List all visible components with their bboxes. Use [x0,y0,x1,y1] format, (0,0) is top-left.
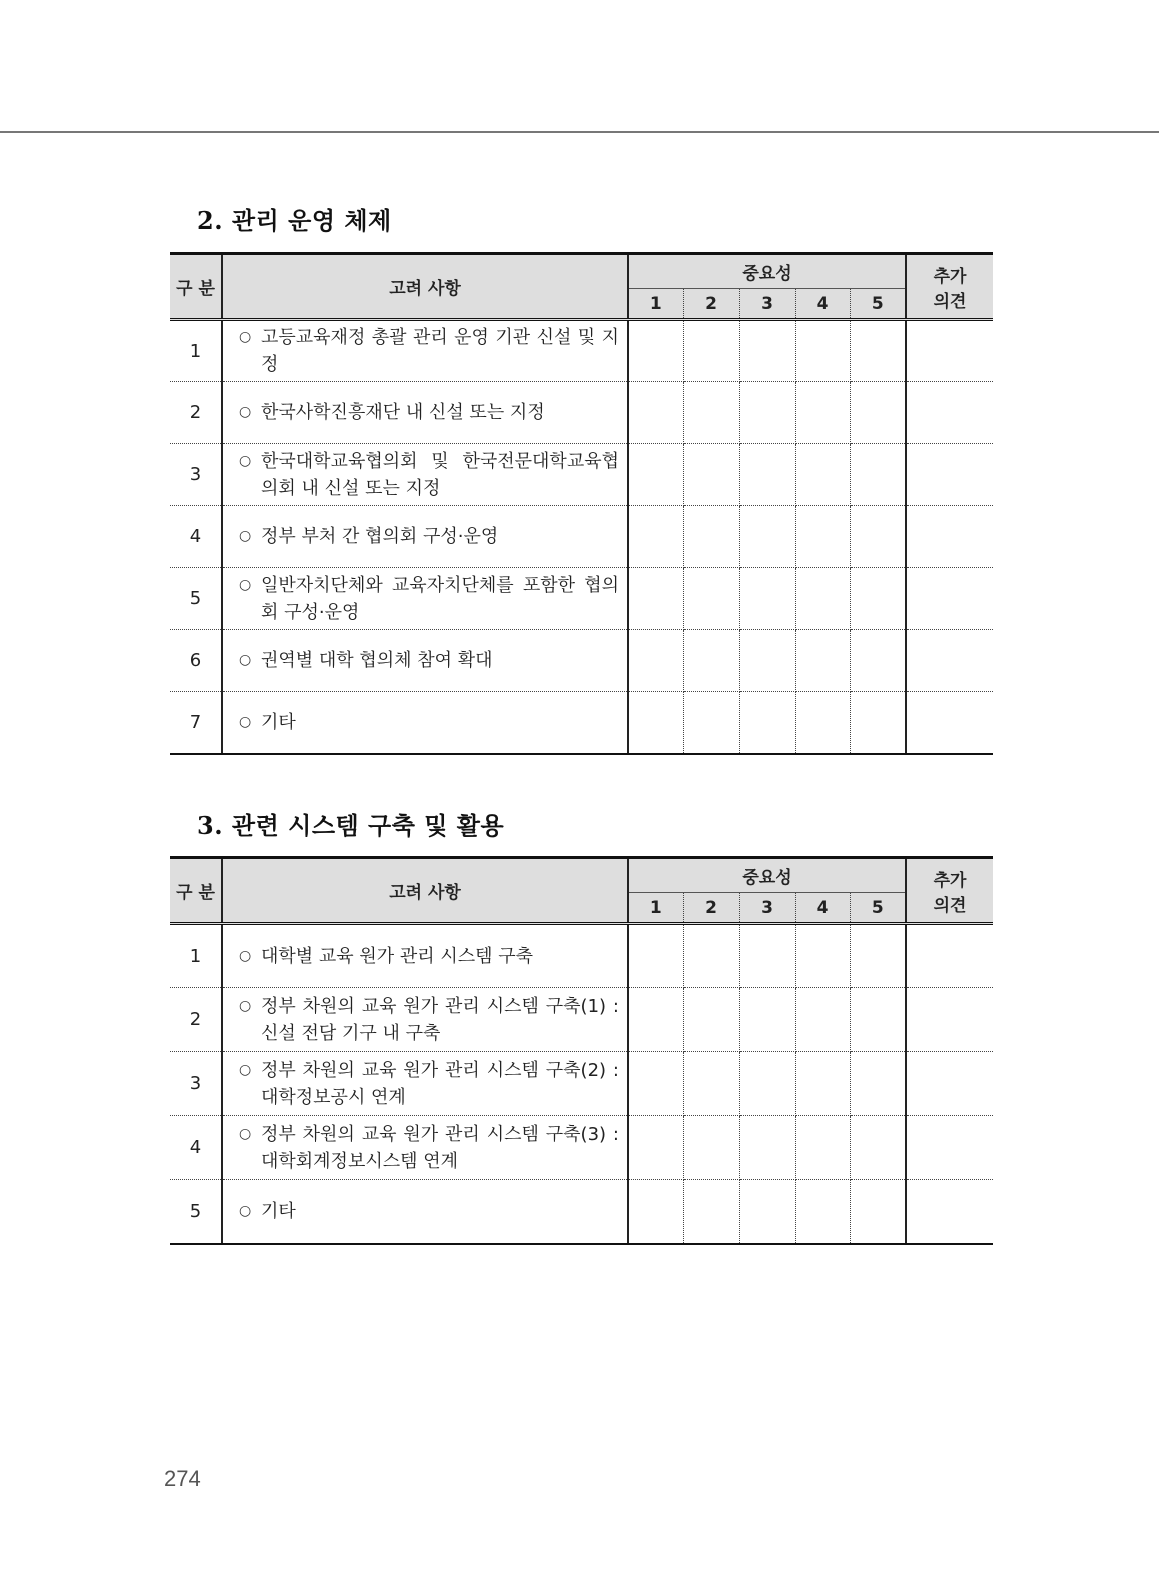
score-cell-5[interactable] [850,320,906,382]
header-score-4: 4 [795,893,850,924]
score-cell-5[interactable] [850,568,906,630]
header-gubun: 구 분 [170,254,222,320]
score-cell-4[interactable] [795,444,850,506]
table-row [170,320,993,382]
score-cell-4[interactable] [795,568,850,630]
consideration-text: 권역별 대학 협의체 참여 확대 [261,650,493,671]
bullet-icon: ○ [239,997,252,1014]
header-importance: 중요성 [628,858,906,893]
header-extra-line2: 의견 [933,291,967,312]
row-number: 1 [170,924,222,988]
score-cell-2[interactable] [683,924,739,988]
score-cell-4[interactable] [795,320,850,382]
bullet-icon: ○ [239,1061,252,1078]
score-cell-3[interactable] [739,1116,795,1180]
extra-opinion-cell[interactable] [906,568,993,630]
score-cell-2[interactable] [683,988,739,1052]
header-gubun: 구 분 [170,858,222,924]
score-cell-5[interactable] [850,1116,906,1180]
score-cell-1[interactable] [628,568,683,630]
score-cell-3[interactable] [739,568,795,630]
row-consideration [222,320,628,382]
row-consideration [222,568,628,630]
extra-opinion-cell[interactable] [906,1180,993,1244]
score-cell-2[interactable] [683,1180,739,1244]
survey-table-management [170,252,993,755]
score-cell-3[interactable] [739,382,795,444]
score-cell-1[interactable] [628,506,683,568]
consideration-text: 정부 부처 간 협의회 구성·운영 [261,526,499,547]
header-score-1: 1 [628,289,683,320]
row-consideration [222,924,628,988]
consideration-text: 기타 [261,1200,296,1222]
score-cell-1[interactable] [628,382,683,444]
score-cell-3[interactable] [739,444,795,506]
row-number: 5 [170,568,222,630]
header-score-5: 5 [850,289,906,320]
row-number: 4 [170,1116,222,1180]
header-extra-opinion [906,858,993,924]
extra-opinion-cell[interactable] [906,1052,993,1116]
bullet-icon: ○ [239,404,252,420]
score-cell-1[interactable] [628,692,683,754]
table-row [170,382,993,444]
score-cell-2[interactable] [683,1052,739,1116]
row-consideration [222,444,628,506]
table-row [170,630,993,692]
score-cell-5[interactable] [850,1052,906,1116]
bullet-icon: ○ [239,1125,252,1142]
row-consideration [222,1180,628,1244]
header-consideration: 고려 사항 [222,858,628,924]
row-number: 3 [170,1052,222,1116]
header-score-4: 4 [795,289,850,320]
header-extra-line2: 의견 [933,895,967,916]
table-row [170,1052,993,1116]
row-number: 5 [170,1180,222,1244]
table-row [170,1116,993,1180]
score-cell-2[interactable] [683,692,739,754]
row-number: 4 [170,506,222,568]
score-cell-3[interactable] [739,630,795,692]
header-consideration: 고려 사항 [222,254,628,320]
table-row [170,924,993,988]
row-number: 7 [170,692,222,754]
consideration-text: 대학별 교육 원가 관리 시스템 구축 [261,945,534,967]
score-cell-5[interactable] [850,382,906,444]
score-cell-3[interactable] [739,692,795,754]
score-cell-1[interactable] [628,630,683,692]
page-number: 274 [164,1466,201,1491]
score-cell-5[interactable] [850,988,906,1052]
score-cell-2[interactable] [683,1116,739,1180]
score-cell-5[interactable] [850,630,906,692]
bullet-icon: ○ [239,452,252,469]
score-cell-2[interactable] [683,630,739,692]
extra-opinion-cell[interactable] [906,924,993,988]
row-consideration [222,1116,628,1180]
score-cell-1[interactable] [628,1180,683,1244]
bullet-icon: ○ [239,947,252,964]
section-2-title: 2. 관리 운영 체제 [197,206,392,235]
bullet-icon: ○ [239,329,252,345]
extra-opinion-cell[interactable] [906,1116,993,1180]
extra-opinion-cell[interactable] [906,988,993,1052]
consideration-text: 기타 [261,711,296,733]
score-cell-1[interactable] [628,988,683,1052]
score-cell-3[interactable] [739,506,795,568]
extra-opinion-cell[interactable] [906,692,993,754]
row-consideration [222,382,628,444]
table-row [170,1180,993,1244]
score-cell-4[interactable] [795,1116,850,1180]
extra-opinion-cell[interactable] [906,382,993,444]
bullet-icon: ○ [239,528,252,544]
score-cell-4[interactable] [795,988,850,1052]
score-cell-4[interactable] [795,924,850,988]
header-score-2: 2 [683,893,739,924]
score-cell-2[interactable] [683,568,739,630]
consideration-text: 고등교육재정 총괄 관리 운영 기관 신설 및 지정 [261,327,619,375]
survey-table-systems [170,856,993,1245]
score-cell-2[interactable] [683,506,739,568]
table-row [170,444,993,506]
header-importance: 중요성 [628,254,906,289]
score-cell-3[interactable] [739,924,795,988]
score-cell-4[interactable] [795,1052,850,1116]
row-consideration [222,630,628,692]
score-cell-1[interactable] [628,1116,683,1180]
score-cell-2[interactable] [683,382,739,444]
row-number: 6 [170,630,222,692]
score-cell-3[interactable] [739,988,795,1052]
row-consideration [222,692,628,754]
header-score-2: 2 [683,289,739,320]
row-number: 1 [170,320,222,382]
header-extra-opinion [906,254,993,320]
score-cell-1[interactable] [628,924,683,988]
row-consideration [222,1052,628,1116]
row-consideration [222,506,628,568]
score-cell-1[interactable] [628,444,683,506]
extra-opinion-cell[interactable] [906,630,993,692]
header-score-3: 3 [739,289,795,320]
score-cell-4[interactable] [795,692,850,754]
consideration-text: 정부 차원의 교육 원가 관리 시스템 구축(1) : 신설 전담 기구 내 구축 [261,995,619,1044]
table-row [170,506,993,568]
score-cell-4[interactable] [795,382,850,444]
score-cell-5[interactable] [850,924,906,988]
score-cell-5[interactable] [850,444,906,506]
score-cell-4[interactable] [795,630,850,692]
section-3-title: 3. 관련 시스템 구축 및 활용 [197,811,505,840]
extra-opinion-cell[interactable] [906,320,993,382]
score-cell-5[interactable] [850,692,906,754]
consideration-text: 한국사학진흥재단 내 신설 또는 지정 [261,402,545,423]
bullet-icon: ○ [239,713,252,730]
score-cell-1[interactable] [628,1052,683,1116]
consideration-text: 일반자치단체와 교육자치단체를 포함한 협의회 구성·운영 [261,574,619,623]
bullet-icon: ○ [239,576,252,593]
row-number: 2 [170,382,222,444]
row-number: 2 [170,988,222,1052]
table-row [170,988,993,1052]
score-cell-3[interactable] [739,1052,795,1116]
header-score-1: 1 [628,893,683,924]
score-cell-5[interactable] [850,506,906,568]
header-extra-line1: 추가 [933,870,967,891]
score-cell-1[interactable] [628,320,683,382]
header-extra-line1: 추가 [933,266,967,287]
bullet-icon: ○ [239,1202,252,1219]
score-cell-5[interactable] [850,1180,906,1244]
header-score-5: 5 [850,893,906,924]
bullet-icon: ○ [239,652,252,668]
score-cell-2[interactable] [683,444,739,506]
consideration-text: 정부 차원의 교육 원가 관리 시스템 구축(2) : 대학정보공시 연계 [261,1059,619,1108]
consideration-text: 한국대학교육협의회 및 한국전문대학교육협의회 내 신설 또는 지정 [261,450,619,499]
table-row [170,568,993,630]
extra-opinion-cell[interactable] [906,506,993,568]
extra-opinion-cell[interactable] [906,444,993,506]
consideration-text: 정부 차원의 교육 원가 관리 시스템 구축(3) : 대학회계정보시스템 연계 [261,1123,619,1172]
score-cell-2[interactable] [683,320,739,382]
table-row [170,692,993,754]
header-score-3: 3 [739,893,795,924]
score-cell-4[interactable] [795,506,850,568]
header-rule [0,131,1159,133]
row-consideration [222,988,628,1052]
score-cell-3[interactable] [739,1180,795,1244]
row-number: 3 [170,444,222,506]
score-cell-3[interactable] [739,320,795,382]
score-cell-4[interactable] [795,1180,850,1244]
